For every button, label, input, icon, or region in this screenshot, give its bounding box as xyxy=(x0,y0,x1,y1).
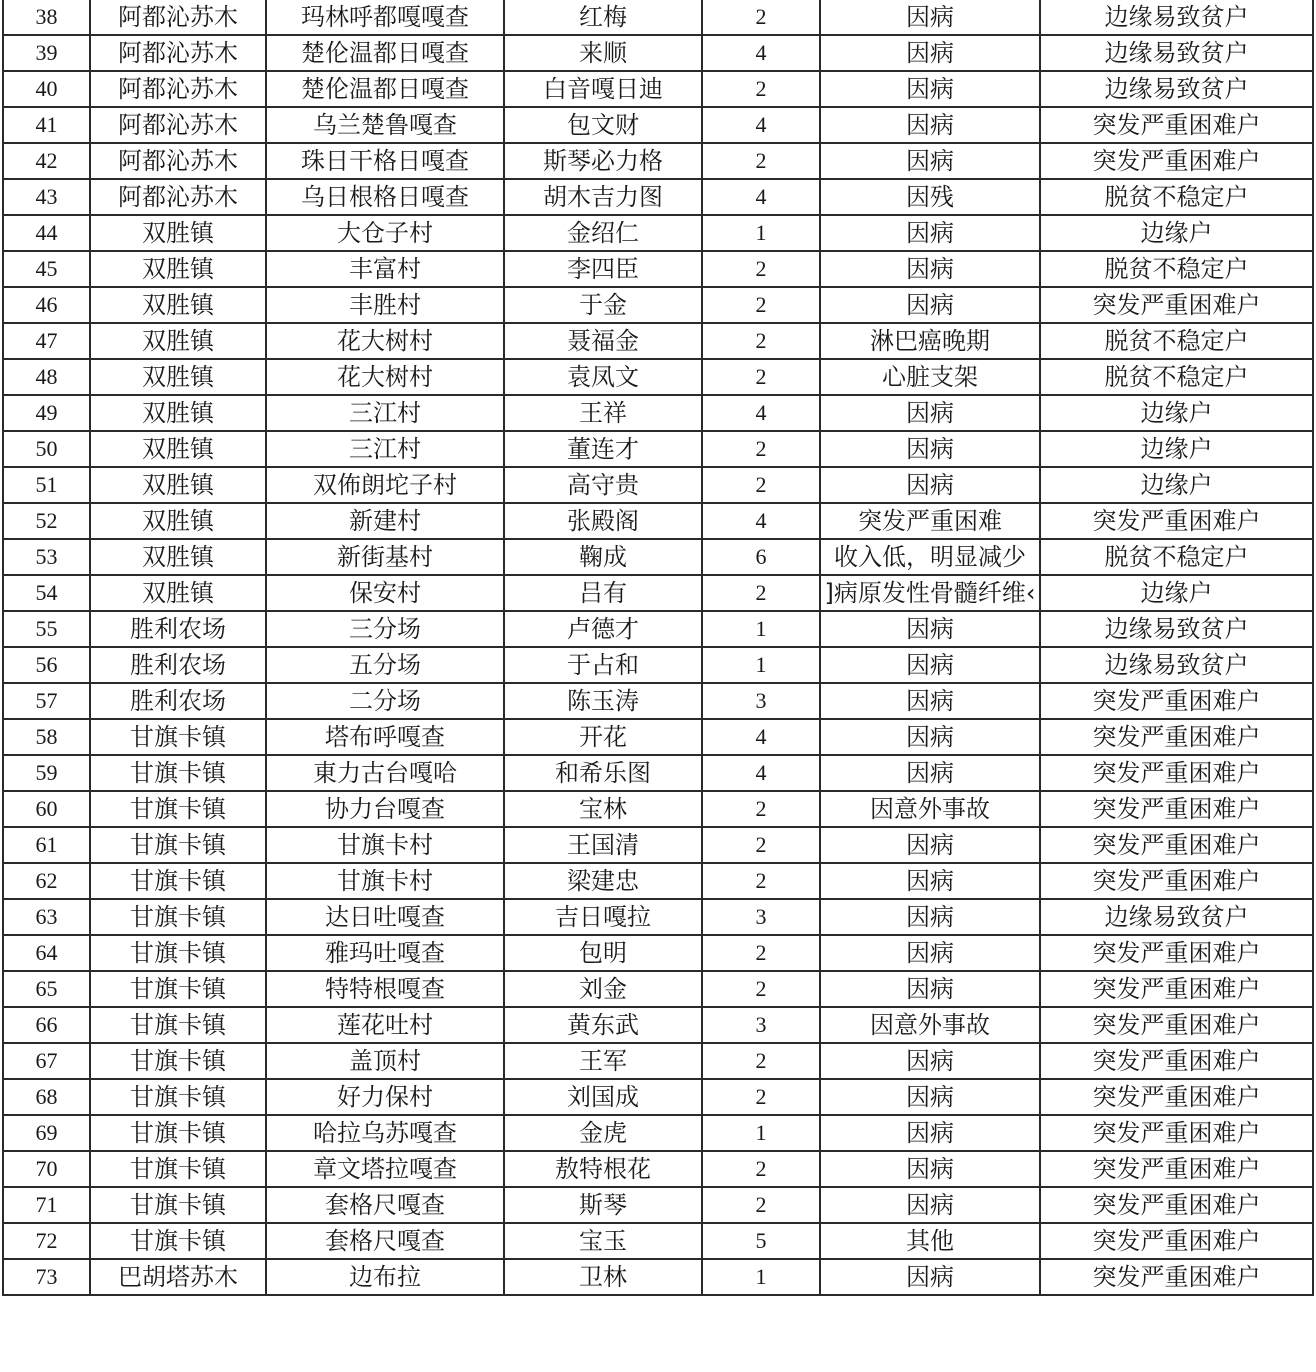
reason-cell: 因意外事故 xyxy=(820,791,1040,827)
village-cell: 東力古台嘎哈 xyxy=(266,755,504,791)
reason-cell: 因病 xyxy=(820,683,1040,719)
township-cell: 双胜镇 xyxy=(90,251,266,287)
category-cell: 突发严重困难户 xyxy=(1040,107,1313,143)
category-cell: 脱贫不稳定户 xyxy=(1040,179,1313,215)
household-size-cell: 3 xyxy=(702,683,820,719)
reason-cell: 因病 xyxy=(820,251,1040,287)
reason-cell: 因病 xyxy=(820,1187,1040,1223)
township-cell: 甘旗卡镇 xyxy=(90,1007,266,1043)
reason-cell: 收入低，明显减少 xyxy=(820,539,1040,575)
reason-cell: 因病 xyxy=(820,0,1040,35)
township-cell: 双胜镇 xyxy=(90,287,266,323)
township-cell: 双胜镇 xyxy=(90,503,266,539)
category-cell: 突发严重困难户 xyxy=(1040,1259,1313,1295)
township-cell: 甘旗卡镇 xyxy=(90,863,266,899)
table-row xyxy=(3,791,1313,827)
village-cell: 特特根嘎查 xyxy=(266,971,504,1007)
reason-cell: 因病 xyxy=(820,1151,1040,1187)
household-size-cell: 2 xyxy=(702,251,820,287)
reason-cell: 因病 xyxy=(820,287,1040,323)
township-cell: 甘旗卡镇 xyxy=(90,971,266,1007)
category-cell: 突发严重困难户 xyxy=(1040,719,1313,755)
reason-cell: 因病 xyxy=(820,215,1040,251)
township-cell: 巴胡塔苏木 xyxy=(90,1259,266,1295)
name-cell: 陈玉涛 xyxy=(504,683,702,719)
reason-cell: 因病 xyxy=(820,467,1040,503)
category-cell: 边缘易致贫户 xyxy=(1040,35,1313,71)
name-cell: 李四臣 xyxy=(504,251,702,287)
name-cell: 卫林 xyxy=(504,1259,702,1295)
name-cell: 开花 xyxy=(504,719,702,755)
household-size-cell: 2 xyxy=(702,935,820,971)
village-cell: 新街基村 xyxy=(266,539,504,575)
name-cell: 鞠成 xyxy=(504,539,702,575)
reason-cell: 因病 xyxy=(820,611,1040,647)
township-cell: 甘旗卡镇 xyxy=(90,899,266,935)
household-size-cell: 2 xyxy=(702,323,820,359)
category-cell: 突发严重困难户 xyxy=(1040,935,1313,971)
row-number: 45 xyxy=(3,251,90,287)
category-cell: 突发严重困难户 xyxy=(1040,143,1313,179)
category-cell: 边缘易致贫户 xyxy=(1040,647,1313,683)
township-cell: 甘旗卡镇 xyxy=(90,1223,266,1259)
household-size-cell: 1 xyxy=(702,611,820,647)
category-cell: 边缘易致贫户 xyxy=(1040,71,1313,107)
row-number: 69 xyxy=(3,1115,90,1151)
township-cell: 双胜镇 xyxy=(90,431,266,467)
reason-cell: 因病 xyxy=(820,827,1040,863)
table-row xyxy=(3,179,1313,215)
row-number: 64 xyxy=(3,935,90,971)
village-cell: 甘旗卡村 xyxy=(266,863,504,899)
village-cell: 套格尺嘎查 xyxy=(266,1223,504,1259)
category-cell: 边缘户 xyxy=(1040,395,1313,431)
table-row xyxy=(3,1223,1313,1259)
village-cell: 玛林呼都嘎嘎查 xyxy=(266,0,504,35)
name-cell: 来顺 xyxy=(504,35,702,71)
table-row xyxy=(3,467,1313,503)
village-cell: 盖顶村 xyxy=(266,1043,504,1079)
township-cell: 双胜镇 xyxy=(90,323,266,359)
village-cell: 丰胜村 xyxy=(266,287,504,323)
reason-cell: 因病 xyxy=(820,899,1040,935)
category-cell: 突发严重困难户 xyxy=(1040,755,1313,791)
township-cell: 胜利农场 xyxy=(90,683,266,719)
reason-cell: 心脏支架 xyxy=(820,359,1040,395)
name-cell: 斯琴必力格 xyxy=(504,143,702,179)
row-number: 38 xyxy=(3,0,90,35)
village-cell: 三分场 xyxy=(266,611,504,647)
village-cell: 五分场 xyxy=(266,647,504,683)
reason-cell: 因病 xyxy=(820,971,1040,1007)
table-row xyxy=(3,719,1313,755)
township-cell: 双胜镇 xyxy=(90,395,266,431)
reason-cell: 因病 xyxy=(820,35,1040,71)
table-row xyxy=(3,1115,1313,1151)
row-number: 46 xyxy=(3,287,90,323)
household-size-cell: 2 xyxy=(702,431,820,467)
village-cell: 雅玛吐嘎查 xyxy=(266,935,504,971)
household-size-cell: 2 xyxy=(702,791,820,827)
township-cell: 阿都沁苏木 xyxy=(90,107,266,143)
table-row xyxy=(3,35,1313,71)
row-number: 43 xyxy=(3,179,90,215)
table-row xyxy=(3,215,1313,251)
category-cell: 脱贫不稳定户 xyxy=(1040,251,1313,287)
row-number: 71 xyxy=(3,1187,90,1223)
category-cell: 脱贫不稳定户 xyxy=(1040,323,1313,359)
table-row xyxy=(3,0,1313,35)
village-cell: 二分场 xyxy=(266,683,504,719)
reason-cell: 因病 xyxy=(820,1115,1040,1151)
household-size-cell: 1 xyxy=(702,215,820,251)
reason-cell: 突发严重困难 xyxy=(820,503,1040,539)
name-cell: 于占和 xyxy=(504,647,702,683)
row-number: 65 xyxy=(3,971,90,1007)
village-cell: 塔布呼嘎查 xyxy=(266,719,504,755)
household-size-cell: 1 xyxy=(702,1259,820,1295)
row-number: 55 xyxy=(3,611,90,647)
township-cell: 甘旗卡镇 xyxy=(90,1079,266,1115)
name-cell: 白音嘎日迪 xyxy=(504,71,702,107)
village-cell: 哈拉乌苏嘎查 xyxy=(266,1115,504,1151)
household-size-cell: 4 xyxy=(702,755,820,791)
table-row xyxy=(3,1043,1313,1079)
name-cell: 聂福金 xyxy=(504,323,702,359)
reason-cell: 因病 xyxy=(820,1259,1040,1295)
name-cell: 金虎 xyxy=(504,1115,702,1151)
name-cell: 金绍仁 xyxy=(504,215,702,251)
name-cell: 包文财 xyxy=(504,107,702,143)
household-size-cell: 6 xyxy=(702,539,820,575)
row-number: 66 xyxy=(3,1007,90,1043)
name-cell: 梁建忠 xyxy=(504,863,702,899)
table-row xyxy=(3,107,1313,143)
village-cell: 章文塔拉嘎查 xyxy=(266,1151,504,1187)
village-cell: 乌兰楚鲁嘎查 xyxy=(266,107,504,143)
row-number: 68 xyxy=(3,1079,90,1115)
household-size-cell: 2 xyxy=(702,0,820,35)
category-cell: 突发严重困难户 xyxy=(1040,1223,1313,1259)
reason-cell: 因病 xyxy=(820,431,1040,467)
village-cell: 新建村 xyxy=(266,503,504,539)
household-size-cell: 4 xyxy=(702,395,820,431)
household-size-cell: 4 xyxy=(702,107,820,143)
row-number: 56 xyxy=(3,647,90,683)
name-cell: 斯琴 xyxy=(504,1187,702,1223)
name-cell: 吉日嘎拉 xyxy=(504,899,702,935)
table-body xyxy=(3,0,1313,1295)
household-size-cell: 2 xyxy=(702,863,820,899)
village-cell: 三江村 xyxy=(266,431,504,467)
name-cell: 袁凤文 xyxy=(504,359,702,395)
category-cell: 边缘易致贫户 xyxy=(1040,611,1313,647)
table-row xyxy=(3,1007,1313,1043)
name-cell: 卢德才 xyxy=(504,611,702,647)
table-row xyxy=(3,899,1313,935)
reason-cell: 因残 xyxy=(820,179,1040,215)
household-size-cell: 2 xyxy=(702,575,820,611)
row-number: 62 xyxy=(3,863,90,899)
reason-cell: 因病 xyxy=(820,395,1040,431)
table-row xyxy=(3,431,1313,467)
row-number: 39 xyxy=(3,35,90,71)
reason-cell: 因病 xyxy=(820,755,1040,791)
household-size-cell: 2 xyxy=(702,143,820,179)
township-cell: 甘旗卡镇 xyxy=(90,1115,266,1151)
household-size-cell: 3 xyxy=(702,899,820,935)
name-cell: 王军 xyxy=(504,1043,702,1079)
household-size-cell: 2 xyxy=(702,287,820,323)
township-cell: 双胜镇 xyxy=(90,539,266,575)
household-size-cell: 4 xyxy=(702,179,820,215)
reason-cell: ]病原发性骨髓纤维‹ xyxy=(820,575,1040,611)
name-cell: 董连才 xyxy=(504,431,702,467)
row-number: 61 xyxy=(3,827,90,863)
village-cell: 边布拉 xyxy=(266,1259,504,1295)
township-cell: 双胜镇 xyxy=(90,359,266,395)
township-cell: 双胜镇 xyxy=(90,575,266,611)
reason-cell: 因病 xyxy=(820,935,1040,971)
name-cell: 高守贵 xyxy=(504,467,702,503)
table-row xyxy=(3,575,1313,611)
table-row xyxy=(3,611,1313,647)
village-cell: 乌日根格日嘎查 xyxy=(266,179,504,215)
category-cell: 突发严重困难户 xyxy=(1040,827,1313,863)
household-size-cell: 4 xyxy=(702,35,820,71)
reason-cell: 因病 xyxy=(820,863,1040,899)
table-row xyxy=(3,143,1313,179)
village-cell: 花大树村 xyxy=(266,359,504,395)
row-number: 51 xyxy=(3,467,90,503)
reason-cell: 因病 xyxy=(820,107,1040,143)
name-cell: 包明 xyxy=(504,935,702,971)
household-size-cell: 3 xyxy=(702,1007,820,1043)
village-cell: 楚伦温都日嘎查 xyxy=(266,71,504,107)
table-row xyxy=(3,1259,1313,1295)
reason-cell: 淋巴癌晚期 xyxy=(820,323,1040,359)
household-size-cell: 2 xyxy=(702,1151,820,1187)
village-cell: 达日吐嘎查 xyxy=(266,899,504,935)
village-cell: 楚伦温都日嘎查 xyxy=(266,35,504,71)
table-row xyxy=(3,863,1313,899)
reason-cell: 因病 xyxy=(820,143,1040,179)
household-size-cell: 2 xyxy=(702,971,820,1007)
table-row xyxy=(3,647,1313,683)
name-cell: 王国清 xyxy=(504,827,702,863)
household-size-cell: 2 xyxy=(702,359,820,395)
category-cell: 突发严重困难户 xyxy=(1040,503,1313,539)
row-number: 57 xyxy=(3,683,90,719)
row-number: 60 xyxy=(3,791,90,827)
table-row xyxy=(3,1079,1313,1115)
township-cell: 甘旗卡镇 xyxy=(90,935,266,971)
reason-cell: 因病 xyxy=(820,719,1040,755)
category-cell: 突发严重困难户 xyxy=(1040,863,1313,899)
row-number: 52 xyxy=(3,503,90,539)
township-cell: 甘旗卡镇 xyxy=(90,755,266,791)
household-size-cell: 2 xyxy=(702,71,820,107)
name-cell: 宝林 xyxy=(504,791,702,827)
table-row xyxy=(3,935,1313,971)
village-cell: 三江村 xyxy=(266,395,504,431)
row-number: 59 xyxy=(3,755,90,791)
township-cell: 甘旗卡镇 xyxy=(90,1043,266,1079)
row-number: 47 xyxy=(3,323,90,359)
category-cell: 边缘户 xyxy=(1040,431,1313,467)
row-number: 54 xyxy=(3,575,90,611)
table-row xyxy=(3,827,1313,863)
row-number: 50 xyxy=(3,431,90,467)
row-number: 48 xyxy=(3,359,90,395)
category-cell: 突发严重困难户 xyxy=(1040,287,1313,323)
category-cell: 边缘易致贫户 xyxy=(1040,0,1313,35)
household-size-cell: 2 xyxy=(702,1043,820,1079)
category-cell: 脱贫不稳定户 xyxy=(1040,539,1313,575)
household-size-cell: 1 xyxy=(702,647,820,683)
category-cell: 突发严重困难户 xyxy=(1040,1151,1313,1187)
table-row xyxy=(3,755,1313,791)
reason-cell: 因病 xyxy=(820,1079,1040,1115)
row-number: 72 xyxy=(3,1223,90,1259)
village-cell: 协力台嘎查 xyxy=(266,791,504,827)
row-number: 49 xyxy=(3,395,90,431)
household-size-cell: 2 xyxy=(702,1187,820,1223)
household-size-cell: 2 xyxy=(702,467,820,503)
village-cell: 丰富村 xyxy=(266,251,504,287)
row-number: 44 xyxy=(3,215,90,251)
row-number: 53 xyxy=(3,539,90,575)
township-cell: 甘旗卡镇 xyxy=(90,719,266,755)
name-cell: 于金 xyxy=(504,287,702,323)
reason-cell: 因病 xyxy=(820,647,1040,683)
category-cell: 突发严重困难户 xyxy=(1040,1007,1313,1043)
township-cell: 阿都沁苏木 xyxy=(90,35,266,71)
township-cell: 甘旗卡镇 xyxy=(90,1187,266,1223)
reason-cell: 因病 xyxy=(820,1043,1040,1079)
name-cell: 刘国成 xyxy=(504,1079,702,1115)
row-number: 63 xyxy=(3,899,90,935)
category-cell: 突发严重困难户 xyxy=(1040,971,1313,1007)
row-number: 41 xyxy=(3,107,90,143)
name-cell: 王祥 xyxy=(504,395,702,431)
reason-cell: 因意外事故 xyxy=(820,1007,1040,1043)
township-cell: 甘旗卡镇 xyxy=(90,827,266,863)
township-cell: 甘旗卡镇 xyxy=(90,1151,266,1187)
category-cell: 突发严重困难户 xyxy=(1040,683,1313,719)
village-cell: 珠日干格日嘎查 xyxy=(266,143,504,179)
township-cell: 胜利农场 xyxy=(90,611,266,647)
township-cell: 双胜镇 xyxy=(90,467,266,503)
name-cell: 红梅 xyxy=(504,0,702,35)
name-cell: 敖特根花 xyxy=(504,1151,702,1187)
category-cell: 边缘户 xyxy=(1040,215,1313,251)
table-row xyxy=(3,287,1313,323)
table-row xyxy=(3,971,1313,1007)
township-cell: 阿都沁苏木 xyxy=(90,71,266,107)
name-cell: 刘金 xyxy=(504,971,702,1007)
village-cell: 莲花吐村 xyxy=(266,1007,504,1043)
table-row xyxy=(3,539,1313,575)
township-cell: 甘旗卡镇 xyxy=(90,791,266,827)
table-row xyxy=(3,683,1313,719)
table-row xyxy=(3,395,1313,431)
household-size-cell: 5 xyxy=(702,1223,820,1259)
household-size-cell: 4 xyxy=(702,719,820,755)
category-cell: 突发严重困难户 xyxy=(1040,1079,1313,1115)
village-cell: 甘旗卡村 xyxy=(266,827,504,863)
table-row xyxy=(3,1187,1313,1223)
name-cell: 和希乐图 xyxy=(504,755,702,791)
village-cell: 保安村 xyxy=(266,575,504,611)
name-cell: 黄东武 xyxy=(504,1007,702,1043)
category-cell: 突发严重困难户 xyxy=(1040,1187,1313,1223)
table-row xyxy=(3,503,1313,539)
name-cell: 胡木吉力图 xyxy=(504,179,702,215)
table-row xyxy=(3,251,1313,287)
category-cell: 边缘户 xyxy=(1040,575,1313,611)
village-cell: 大仓子村 xyxy=(266,215,504,251)
household-table xyxy=(2,0,1314,1296)
village-cell: 套格尺嘎查 xyxy=(266,1187,504,1223)
name-cell: 张殿阁 xyxy=(504,503,702,539)
township-cell: 阿都沁苏木 xyxy=(90,0,266,35)
category-cell: 边缘户 xyxy=(1040,467,1313,503)
table-row xyxy=(3,359,1313,395)
row-number: 40 xyxy=(3,71,90,107)
township-cell: 阿都沁苏木 xyxy=(90,143,266,179)
table-row xyxy=(3,323,1313,359)
village-cell: 好力保村 xyxy=(266,1079,504,1115)
household-size-cell: 2 xyxy=(702,1079,820,1115)
village-cell: 花大树村 xyxy=(266,323,504,359)
category-cell: 突发严重困难户 xyxy=(1040,791,1313,827)
name-cell: 宝玉 xyxy=(504,1223,702,1259)
reason-cell: 其他 xyxy=(820,1223,1040,1259)
table-row xyxy=(3,71,1313,107)
row-number: 73 xyxy=(3,1259,90,1295)
row-number: 58 xyxy=(3,719,90,755)
household-size-cell: 2 xyxy=(702,827,820,863)
township-cell: 双胜镇 xyxy=(90,215,266,251)
reason-cell: 因病 xyxy=(820,71,1040,107)
name-cell: 吕有 xyxy=(504,575,702,611)
township-cell: 胜利农场 xyxy=(90,647,266,683)
category-cell: 突发严重困难户 xyxy=(1040,1115,1313,1151)
household-size-cell: 1 xyxy=(702,1115,820,1151)
category-cell: 脱贫不稳定户 xyxy=(1040,359,1313,395)
category-cell: 边缘易致贫户 xyxy=(1040,899,1313,935)
row-number: 42 xyxy=(3,143,90,179)
household-size-cell: 4 xyxy=(702,503,820,539)
township-cell: 阿都沁苏木 xyxy=(90,179,266,215)
category-cell: 突发严重困难户 xyxy=(1040,1043,1313,1079)
row-number: 67 xyxy=(3,1043,90,1079)
row-number: 70 xyxy=(3,1151,90,1187)
village-cell: 双佈朗坨子村 xyxy=(266,467,504,503)
table-row xyxy=(3,1151,1313,1187)
